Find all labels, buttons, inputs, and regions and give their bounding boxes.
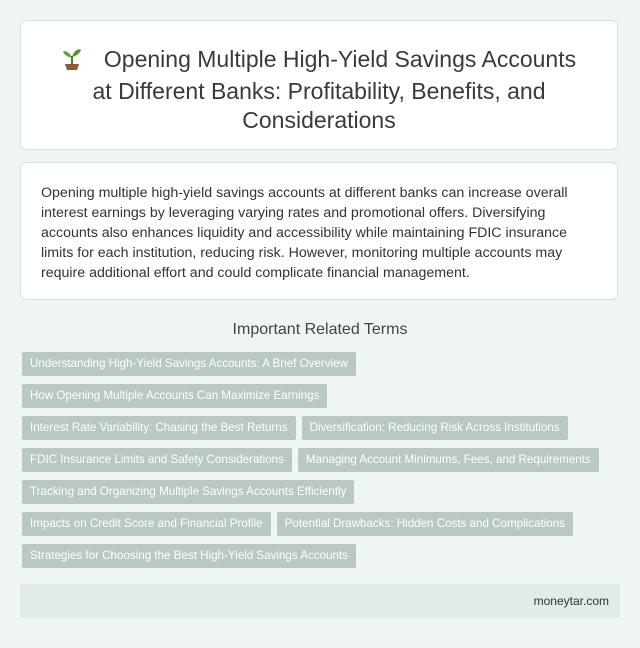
related-term-tag[interactable]: Interest Rate Variability: Chasing the Best Returns <box>22 416 296 440</box>
related-term-tag[interactable]: FDIC Insurance Limits and Safety Considerations <box>22 448 292 472</box>
page-title-text: Opening Multiple High-Yield Savings Accounts at Different Banks: Profitability, Benefits, and Considerations <box>92 46 577 133</box>
summary-card <box>20 162 618 300</box>
related-term-tag[interactable]: Potential Drawbacks: Hidden Costs and Complications <box>277 512 573 536</box>
title-card <box>20 20 618 150</box>
related-terms-list <box>22 352 622 576</box>
related-term-tag[interactable]: Understanding High-Yield Savings Accounts: A Brief Overview <box>22 352 356 376</box>
related-term-tag[interactable]: Tracking and Organizing Multiple Savings Accounts Efficiently <box>22 480 354 504</box>
related-term-tag[interactable]: Managing Account Minimums, Fees, and Requirements <box>298 448 599 472</box>
footer-site-link[interactable]: moneytar.com <box>533 594 609 608</box>
footer <box>20 584 620 618</box>
related-term-tag[interactable]: Impacts on Credit Score and Financial Profile <box>22 512 271 536</box>
related-terms-heading: Important Related Terms <box>232 321 408 338</box>
related-term-tag[interactable]: Strategies for Choosing the Best High-Yield Savings Accounts <box>22 544 356 568</box>
sprout-icon <box>62 46 82 77</box>
page-title <box>21 45 617 135</box>
summary-text: Opening multiple high-yield savings accounts at different banks can increase overall interest earnings by leveraging varying rates and promotional offers. Diversifying accounts also enhances liquidity and accessibility while maintaining FDIC insurance limits for each institution, reducing risk. However, monitoring multiple accounts may require additional effort and could complicate financial management. <box>41 185 568 281</box>
related-term-tag[interactable]: Diversification: Reducing Risk Across Institutions <box>302 416 568 440</box>
related-term-tag[interactable]: How Opening Multiple Accounts Can Maximize Earnings <box>22 384 327 408</box>
